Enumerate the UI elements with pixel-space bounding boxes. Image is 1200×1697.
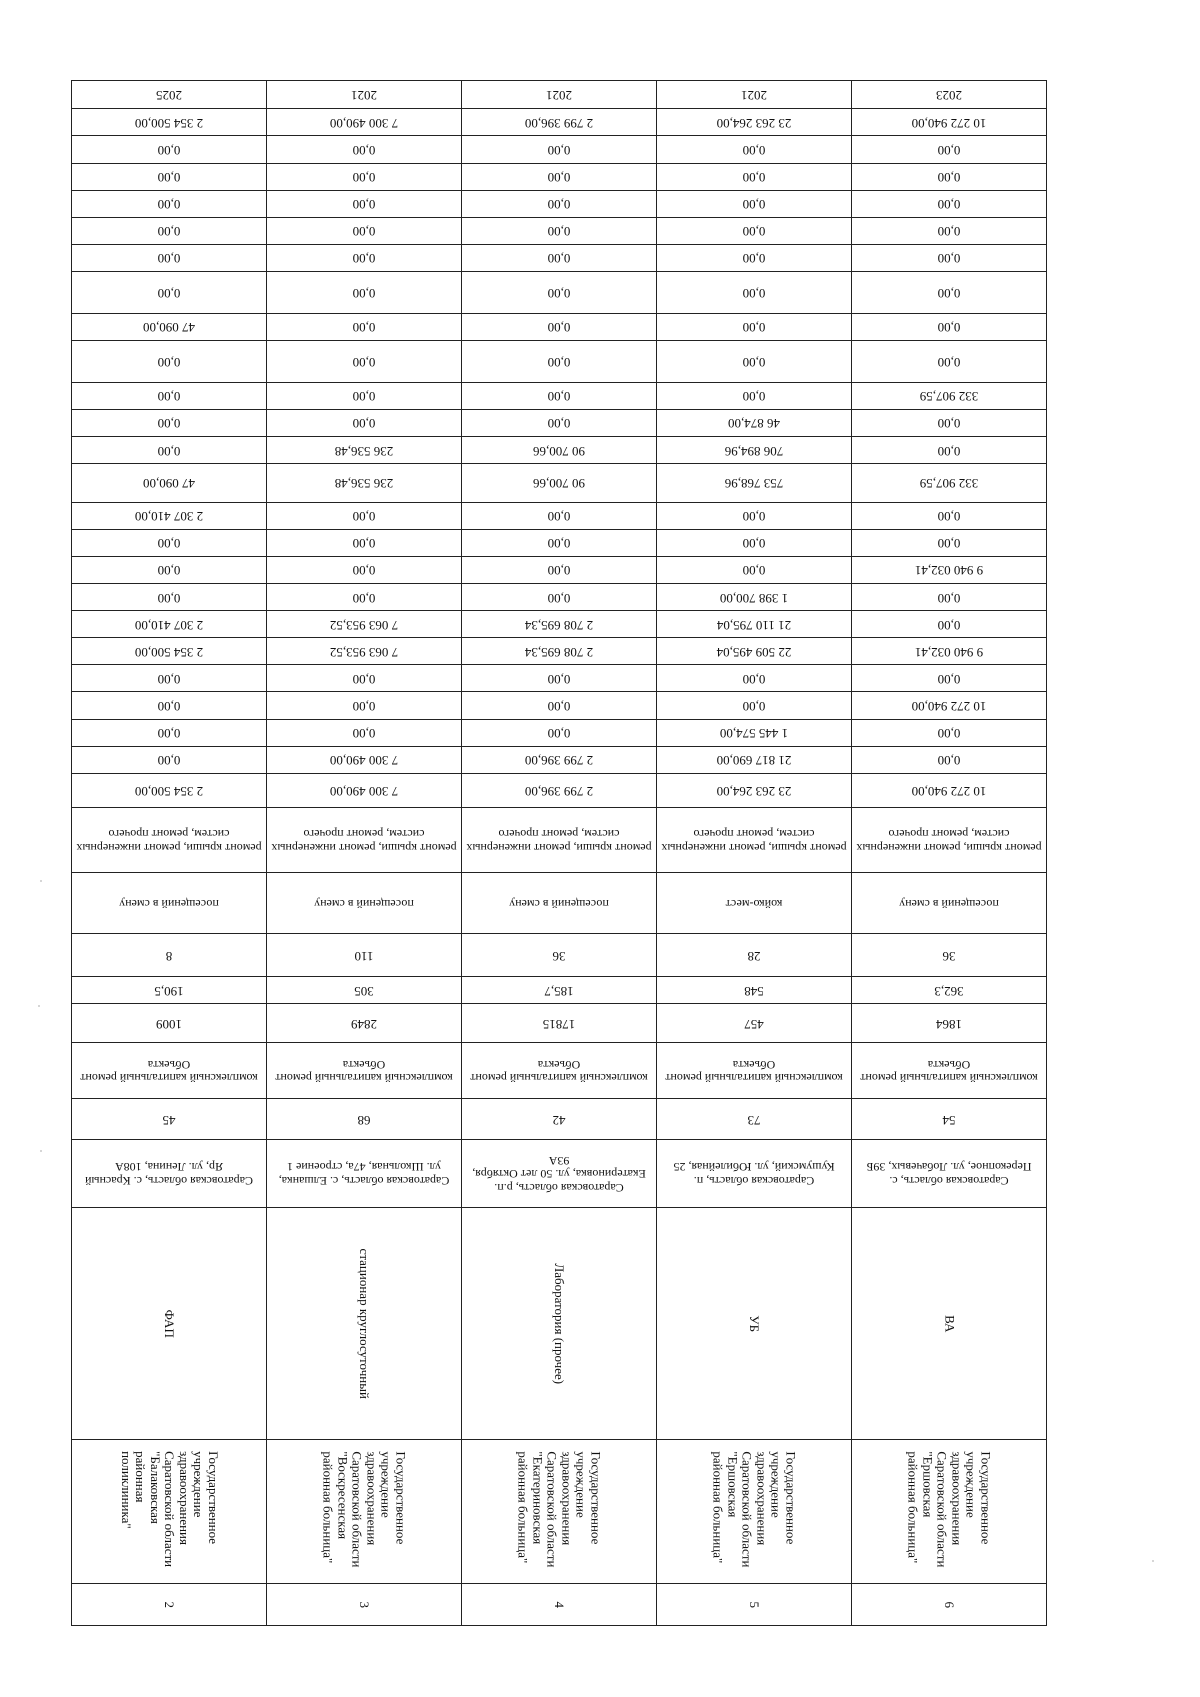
cell-value: 0,00	[852, 437, 1047, 464]
cell-unit: посещений в смену	[72, 873, 267, 934]
cell-value: 0,00	[852, 341, 1047, 383]
cell-value: 0,00	[462, 502, 657, 529]
cell-capacity: 8	[72, 934, 267, 977]
cell-value: 0,00	[462, 719, 657, 746]
cell-value: 0,00	[72, 217, 267, 244]
cell-value: 7 063 953,52	[267, 611, 462, 638]
cell-value: 2 799 396,00	[462, 109, 657, 136]
row-value-8	[72, 584, 1047, 611]
cell-works: ремонт крыши, ремонт инженерных систем, ремонт прочего	[852, 807, 1047, 873]
cell-value: 0,00	[657, 692, 852, 719]
cell-object-type	[267, 1207, 462, 1439]
cell-row-number-text: 6	[942, 1601, 958, 1609]
cell-code: 73	[657, 1099, 852, 1140]
row-value-2	[72, 746, 1047, 773]
cell-object-type	[462, 1207, 657, 1439]
cell-value: 1 445 574,00	[657, 719, 852, 746]
cell-address: Саратовская область, с. Перекопное, ул. Лобачевых, 39Б	[852, 1140, 1047, 1208]
row-address	[72, 1140, 1047, 1208]
cell-value: 0,00	[267, 217, 462, 244]
cell-year: 2021	[657, 81, 852, 109]
cell-address: Саратовская область, с. Красный Яр, ул. Ленина, 108А	[72, 1140, 267, 1208]
row-number	[72, 1584, 1047, 1626]
row-value-1	[72, 773, 1047, 807]
cell-value: 0,00	[72, 692, 267, 719]
cell-value: 0,00	[657, 313, 852, 340]
row-value-14	[72, 409, 1047, 436]
cell-work-type: комплексный капитальный ремонт Объекта	[852, 1042, 1047, 1099]
cell-value: 2 354 500,00	[72, 109, 267, 136]
cell-area-1: 1864	[852, 1004, 1047, 1042]
cell-value: 23 263 264,00	[657, 773, 852, 807]
cell-row-number	[72, 1584, 267, 1626]
cell-value: 0,00	[72, 382, 267, 409]
scan-dot	[40, 880, 42, 882]
cell-year: 2021	[267, 81, 462, 109]
cell-row-number-text: 2	[162, 1601, 178, 1609]
cell-value: 0,00	[462, 341, 657, 383]
cell-row-number-text: 4	[552, 1601, 568, 1609]
cell-value: 0,00	[852, 163, 1047, 190]
cell-value: 0,00	[852, 190, 1047, 217]
cell-work-type: комплексный капитальный ремонт Объекта	[657, 1042, 852, 1099]
row-unit	[72, 873, 1047, 934]
cell-value: 0,00	[72, 556, 267, 583]
cell-institution-text: Государственное учреждение здравоохранения Саратовской области "Екатериновская районная больница"	[515, 1451, 604, 1568]
cell-address: Саратовская область, с. Елшанка, ул. Школьная, 47а, строение 1	[267, 1140, 462, 1208]
row-area2	[72, 977, 1047, 1004]
cell-capacity: 36	[462, 934, 657, 977]
row-value-20	[72, 217, 1047, 244]
cell-area-2: 185,7	[462, 977, 657, 1004]
cell-value: 0,00	[852, 665, 1047, 692]
cell-value: 23 263 264,00	[657, 109, 852, 136]
cell-value: 0,00	[462, 190, 657, 217]
row-value-6	[72, 638, 1047, 665]
row-value-4	[72, 692, 1047, 719]
cell-value: 0,00	[72, 719, 267, 746]
cell-value: 0,00	[72, 409, 267, 436]
cell-unit: посещений в смену	[462, 873, 657, 934]
cell-value: 0,00	[657, 163, 852, 190]
row-value-13	[72, 437, 1047, 464]
cell-value: 2 354 500,00	[72, 773, 267, 807]
cell-value: 0,00	[657, 665, 852, 692]
cell-value: 9 940 032,41	[852, 556, 1047, 583]
cell-area-1: 2849	[267, 1004, 462, 1042]
cell-row-number	[462, 1584, 657, 1626]
scan-dot	[40, 1150, 42, 1152]
cell-value: 0,00	[852, 529, 1047, 556]
cell-row-number	[657, 1584, 852, 1626]
cell-institution-text: Государственное учреждение здравоохранения Саратовской области "Ершовская районная больница"	[710, 1451, 799, 1568]
cell-value: 0,00	[267, 529, 462, 556]
cell-area-2: 305	[267, 977, 462, 1004]
cell-institution	[852, 1439, 1047, 1584]
cell-work-type: комплексный капитальный ремонт Объекта	[267, 1042, 462, 1099]
cell-institution	[462, 1439, 657, 1584]
cell-institution-text: Государственное учреждение здравоохранения Саратовской области "Балаковская районная поликлиника"	[118, 1451, 221, 1568]
cell-value: 0,00	[72, 341, 267, 383]
cell-value: 1 398 700,00	[657, 584, 852, 611]
cell-value: 2 799 396,00	[462, 773, 657, 807]
cell-value: 0,00	[267, 313, 462, 340]
cell-value: 0,00	[657, 502, 852, 529]
cell-object-type-text: ФАП	[162, 1309, 178, 1338]
cell-value: 10 272 940,00	[852, 692, 1047, 719]
cell-object-type-text: Лаборатория (прочее)	[552, 1263, 568, 1384]
cell-value: 0,00	[657, 244, 852, 271]
row-works	[72, 807, 1047, 873]
cell-value: 0,00	[462, 584, 657, 611]
cell-value: 0,00	[267, 272, 462, 314]
scan-dot	[38, 1005, 40, 1007]
cell-area-1: 17815	[462, 1004, 657, 1042]
cell-value: 10 272 940,00	[852, 109, 1047, 136]
cell-value: 332 907,59	[852, 382, 1047, 409]
cell-value: 0,00	[462, 529, 657, 556]
cell-value: 0,00	[852, 611, 1047, 638]
row-work-type	[72, 1042, 1047, 1099]
cell-year: 2025	[72, 81, 267, 109]
cell-value: 0,00	[462, 556, 657, 583]
cell-value: 0,00	[462, 136, 657, 163]
cell-works: ремонт крыши, ремонт инженерных систем, ремонт прочего	[462, 807, 657, 873]
cell-value: 21 110 795,04	[657, 611, 852, 638]
cell-value: 2 799 396,00	[462, 746, 657, 773]
cell-unit: койко-мест	[657, 873, 852, 934]
cell-value: 0,00	[462, 244, 657, 271]
cell-object-type	[72, 1207, 267, 1439]
cell-value: 0,00	[657, 382, 852, 409]
cell-object-type	[852, 1207, 1047, 1439]
cell-value: 0,00	[462, 217, 657, 244]
cell-institution	[657, 1439, 852, 1584]
cell-value: 0,00	[462, 313, 657, 340]
cell-value: 0,00	[462, 409, 657, 436]
row-value-17	[72, 313, 1047, 340]
funding-table	[71, 80, 1047, 1626]
cell-value: 0,00	[462, 665, 657, 692]
row-value-16	[72, 341, 1047, 383]
cell-value: 0,00	[72, 244, 267, 271]
cell-capacity: 110	[267, 934, 462, 977]
cell-value: 7 300 490,00	[267, 109, 462, 136]
cell-year: 2023	[852, 81, 1047, 109]
row-value-10	[72, 529, 1047, 556]
cell-value: 0,00	[267, 556, 462, 583]
cell-row-number-text: 3	[357, 1601, 373, 1609]
row-value-9	[72, 556, 1047, 583]
cell-code: 45	[72, 1099, 267, 1140]
cell-object-type	[657, 1207, 852, 1439]
cell-value: 0,00	[72, 529, 267, 556]
row-value-11	[72, 502, 1047, 529]
cell-institution	[267, 1439, 462, 1584]
cell-value: 0,00	[852, 272, 1047, 314]
cell-value: 0,00	[72, 163, 267, 190]
row-value-22	[72, 163, 1047, 190]
row-area1	[72, 1004, 1047, 1042]
row-capacity	[72, 934, 1047, 977]
cell-value: 0,00	[72, 136, 267, 163]
cell-value: 0,00	[72, 437, 267, 464]
row-object-type	[72, 1207, 1047, 1439]
cell-value: 0,00	[852, 502, 1047, 529]
cell-value: 0,00	[657, 556, 852, 583]
cell-value: 0,00	[852, 409, 1047, 436]
cell-value: 706 894,96	[657, 437, 852, 464]
cell-row-number	[267, 1584, 462, 1626]
cell-value: 2 708 695,34	[462, 611, 657, 638]
cell-area-1: 1009	[72, 1004, 267, 1042]
cell-value: 0,00	[852, 244, 1047, 271]
cell-value: 0,00	[657, 217, 852, 244]
row-col45	[72, 1099, 1047, 1140]
cell-institution	[72, 1439, 267, 1584]
cell-value: 0,00	[657, 341, 852, 383]
row-value-19	[72, 244, 1047, 271]
cell-value: 22 509 495,04	[657, 638, 852, 665]
cell-value: 2 307 410,00	[72, 502, 267, 529]
cell-value: 0,00	[72, 272, 267, 314]
cell-value: 0,00	[852, 719, 1047, 746]
cell-institution-text: Государственное учреждение здравоохранения Саратовской области "Ершовская районная больница"	[905, 1451, 994, 1568]
cell-year: 2021	[462, 81, 657, 109]
cell-value: 0,00	[267, 692, 462, 719]
cell-value: 0,00	[72, 190, 267, 217]
cell-address: Саратовская область, р.п. Екатериновка, ул. 50 лет Октября, 93А	[462, 1140, 657, 1208]
cell-value: 0,00	[267, 719, 462, 746]
cell-value: 0,00	[267, 502, 462, 529]
cell-value: 46 874,00	[657, 409, 852, 436]
row-value-3	[72, 719, 1047, 746]
cell-value: 0,00	[267, 409, 462, 436]
cell-object-type-text: УБ	[747, 1315, 763, 1332]
cell-value: 0,00	[852, 584, 1047, 611]
cell-value: 0,00	[852, 746, 1047, 773]
cell-value: 10 272 940,00	[852, 773, 1047, 807]
cell-value: 0,00	[462, 692, 657, 719]
cell-code: 68	[267, 1099, 462, 1140]
row-value-15	[72, 382, 1047, 409]
cell-value: 21 817 690,00	[657, 746, 852, 773]
cell-value: 0,00	[72, 746, 267, 773]
cell-value: 2 708 695,34	[462, 638, 657, 665]
cell-area-1: 457	[657, 1004, 852, 1042]
cell-unit: посещений в смену	[267, 873, 462, 934]
cell-work-type: комплексный капитальный ремонт Объекта	[72, 1042, 267, 1099]
row-value-5	[72, 665, 1047, 692]
cell-value: 47 090,00	[72, 464, 267, 502]
cell-value: 0,00	[267, 341, 462, 383]
cell-value: 2 307 410,00	[72, 611, 267, 638]
cell-works: ремонт крыши, ремонт инженерных систем, ремонт прочего	[267, 807, 462, 873]
cell-value: 0,00	[267, 665, 462, 692]
cell-area-2: 190,5	[72, 977, 267, 1004]
cell-value: 236 536,48	[267, 437, 462, 464]
cell-value: 90 700,66	[462, 437, 657, 464]
cell-value: 0,00	[72, 584, 267, 611]
row-value-18	[72, 272, 1047, 314]
cell-object-type-text: ВА	[942, 1314, 958, 1333]
cell-code: 54	[852, 1099, 1047, 1140]
row-year	[72, 81, 1047, 109]
cell-value: 0,00	[462, 382, 657, 409]
cell-value: 236 536,48	[267, 464, 462, 502]
cell-capacity: 28	[657, 934, 852, 977]
cell-capacity: 36	[852, 934, 1047, 977]
cell-value: 0,00	[267, 190, 462, 217]
cell-value: 0,00	[267, 382, 462, 409]
cell-value: 7 063 953,52	[267, 638, 462, 665]
cell-value: 0,00	[267, 136, 462, 163]
cell-works: ремонт крыши, ремонт инженерных систем, ремонт прочего	[72, 807, 267, 873]
cell-institution-text: Государственное учреждение здравоохранения Саратовской области "Воскресенская районная больница"	[320, 1451, 409, 1568]
cell-value: 0,00	[267, 244, 462, 271]
cell-value: 0,00	[267, 163, 462, 190]
rotated-table-sheet	[72, 80, 1047, 1626]
row-institution	[72, 1439, 1047, 1584]
cell-value: 0,00	[657, 136, 852, 163]
scan-dot	[1152, 1560, 1154, 1562]
cell-value: 7 300 490,00	[267, 746, 462, 773]
cell-value: 47 090,00	[72, 313, 267, 340]
cell-area-2: 362,3	[852, 977, 1047, 1004]
cell-object-type-text: стационар круглосуточный	[357, 1248, 373, 1399]
cell-unit: посещений в смену	[852, 873, 1047, 934]
cell-address: Саратовская область, п. Кушумский, ул. Юбилейная, 25	[657, 1140, 852, 1208]
cell-area-2: 548	[657, 977, 852, 1004]
cell-row-number	[852, 1584, 1047, 1626]
cell-value: 0,00	[657, 529, 852, 556]
cell-value: 7 300 490,00	[267, 773, 462, 807]
row-value-23	[72, 136, 1047, 163]
row-value-12	[72, 464, 1047, 502]
cell-code: 42	[462, 1099, 657, 1140]
cell-row-number-text: 5	[747, 1601, 763, 1609]
cell-value: 332 907,59	[852, 464, 1047, 502]
cell-value: 2 354 500,00	[72, 638, 267, 665]
cell-value: 753 768,96	[657, 464, 852, 502]
cell-value: 0,00	[462, 163, 657, 190]
row-value-7	[72, 611, 1047, 638]
cell-works: ремонт крыши, ремонт инженерных систем, ремонт прочего	[657, 807, 852, 873]
cell-value: 0,00	[72, 665, 267, 692]
cell-value: 0,00	[267, 584, 462, 611]
cell-value: 9 940 032,41	[852, 638, 1047, 665]
cell-value: 0,00	[852, 313, 1047, 340]
cell-value: 0,00	[852, 136, 1047, 163]
cell-value: 0,00	[657, 190, 852, 217]
cell-work-type: комплексный капитальный ремонт Объекта	[462, 1042, 657, 1099]
row-value-21	[72, 190, 1047, 217]
cell-value: 0,00	[462, 272, 657, 314]
cell-value: 90 700,66	[462, 464, 657, 502]
row-value-24	[72, 109, 1047, 136]
cell-value: 0,00	[852, 217, 1047, 244]
cell-value: 0,00	[657, 272, 852, 314]
